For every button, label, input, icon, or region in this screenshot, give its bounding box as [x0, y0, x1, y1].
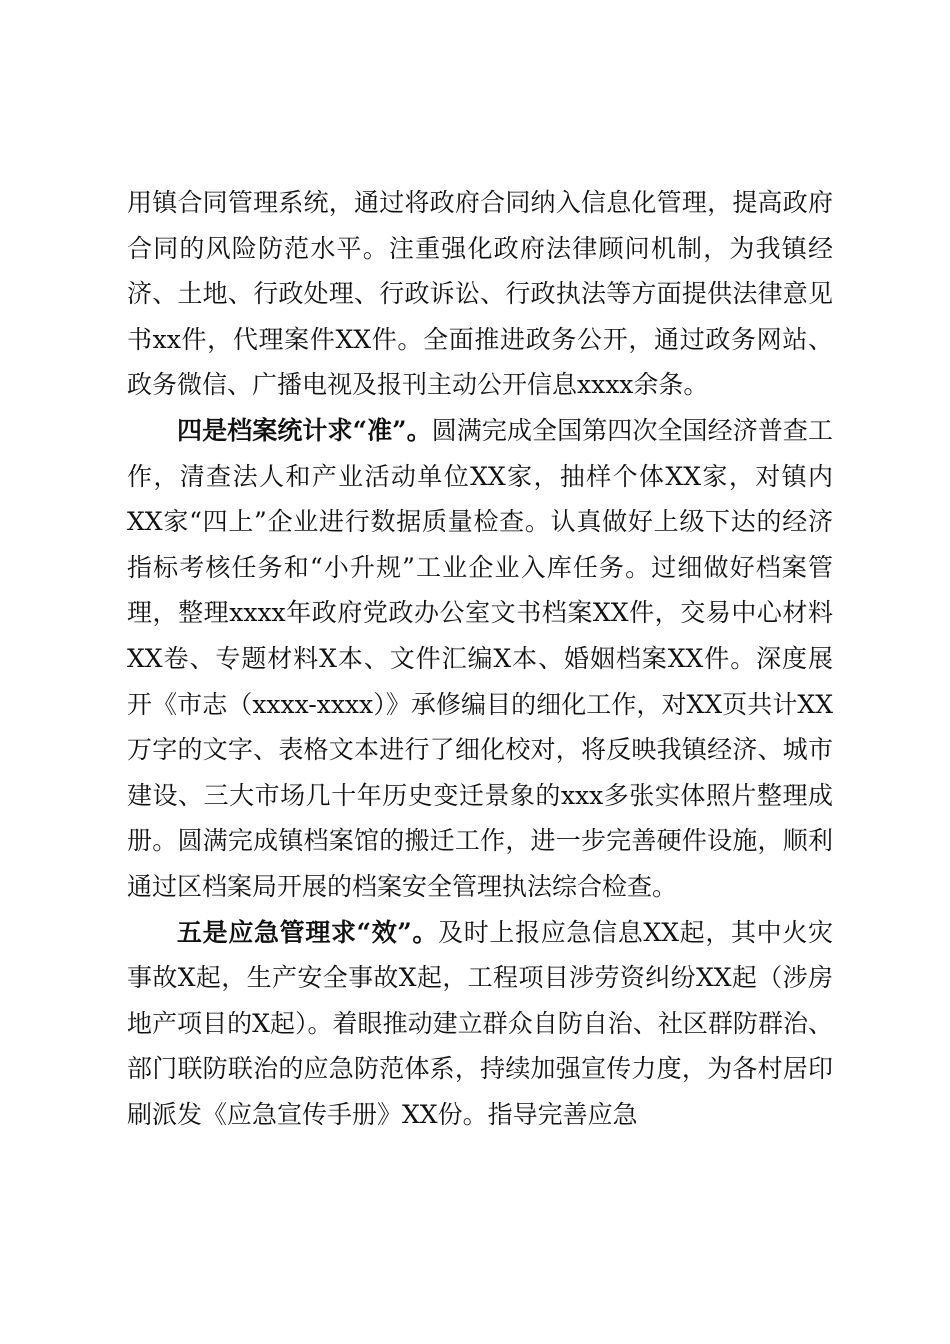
paragraph-text: 及时上报应急信息XX起，其中火灾事故X起，生产安全事故X起，工程项目涉劳资纠纷XX起（涉房地产项目的X起）。着眼推动建立群众自防自治、社区群防群治、部门联防联治的应急防范体系，持续加强宣传力度，为各村居印刷派发《应急宣传手册》XX份。指导完善应急: [127, 917, 833, 1129]
paragraph-text: 圆满完成全国第四次全国经济普查工作，清查法人和产业活动单位XX家，抽样个体XX家，对镇内XX家“四上”企业进行数据质量检查。认真做好上级下达的经济指标考核任务和“小升规”工业企业入库任务。过细做好档案管理，整理xxxx年政府党政办公室文书档案XX件，交易中心材料XX卷、专题材料X本、文件汇编X本、婚姻档案XX件。深度展开《市志（xxxx-xxxx）》承修编目的细化工作，对XX页共计XX万字的文字、表格文本进行了细化校对，将反映我镇经济、城市建设、三大市场几十年历史变迁景象的xxx多张实体照片整理成册。圆满完成镇档案馆的搬迁工作，进一步完善硬件设施，顺利通过区档案局开展的档案安全管理执法综合检查。: [127, 415, 833, 901]
paragraph-emergency-management: [127, 910, 833, 1138]
paragraph-contract-management: [127, 180, 833, 408]
paragraph-text: 用镇合同管理系统，通过将政府合同纳入信息化管理，提高政府合同的风险防范水平。注重强化政府法律顾问机制，为我镇经济、土地、行政处理、行政诉讼、行政执法等方面提供法律意见书xx件，代理案件XX件。全面推进政务公开，通过政务网站、政务微信、广播电视及报刊主动公开信息xxxx余条。: [127, 188, 833, 400]
paragraph-heading: 四是档案统计求“准”。: [177, 415, 432, 445]
paragraph-heading: 五是应急管理求“效”。: [177, 917, 439, 947]
paragraph-archives-statistics: [127, 408, 833, 910]
document-body: [127, 180, 833, 1137]
